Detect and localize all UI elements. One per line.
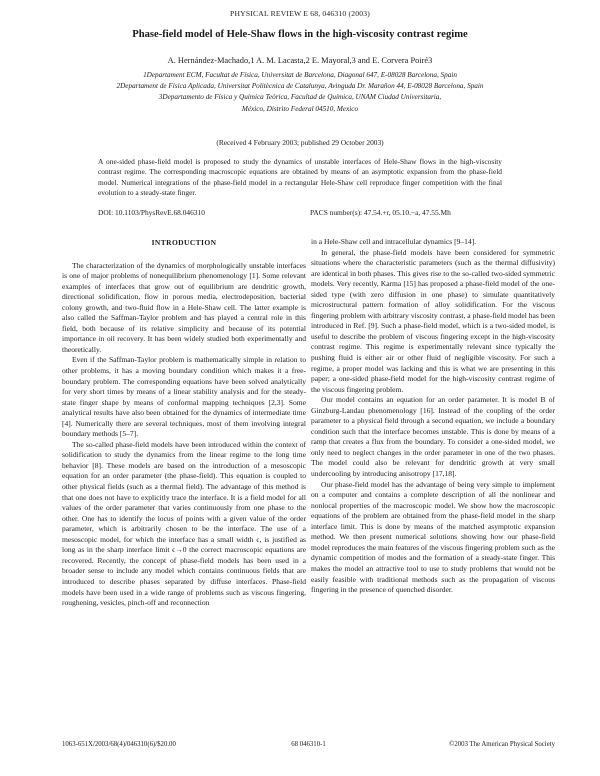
- paragraph: Our model contains an equation for an order parameter. It is model B of Ginzburg-Landau phenomenology [16]. Instead of the coupling of the order parameter to a physical field through a second equation, we include a boundary condition such that the interface becomes unstable. This is done by means of a ramp that creates a flux from the boundary. To consider a one-sided model, we only need to neglect changes in the order parameter in one of the two phases. The model could also be relevant for dendritic growth at very small undercooling by introducing anisotropy [17,18].: [311, 395, 555, 479]
- received-dates: (Received 4 February 2003; published 29 October 2003): [216, 138, 384, 147]
- paragraph: Even if the Saffman-Taylor problem is mathematically simple in relation to other problems, it has a moving boundary condition which makes it a free-boundary problem. The corresponding equations have been solved analytically for very short times by means of a linear stability analysis and for the steady-state finger shape by means of conformal mapping techniques [2,3]. Some analytical results have also been obtained for the dynamics of intermediate time [4]. Numerically there are several techniques, most of them involving integral boundary methods [5–7].: [62, 355, 306, 439]
- paper-title: Phase-field model of Hele-Shaw flows in the high-viscosity contrast regime: [132, 29, 468, 40]
- affiliation-line: México, Distrito Federal 04510, Mexico: [241, 104, 359, 113]
- journal-header: PHYSICAL REVIEW E 68, 046310 (2003): [230, 9, 370, 18]
- paragraph: Our phase-field model has the advantage of being very simple to implement on a computer and contains a complete description of all the nonlinear and nonlocal properties of the macroscopic model. We show how the macroscopic equations of the problem are obtained from the phase-field model in the sharp interface limit. This is done by means of the matched asymptotic expansion method. We then present numerical solutions showing how our phase-field model reproduces the main features of the viscous fingering problem such as the dynamic competition of modes and the formation of a steady-state finger. This makes the model an attractive tool to use to study problems that would not be easily feasible with traditional methods such as the propagation of viscous fingering in the presence of quenched disorder.: [311, 479, 555, 595]
- paragraph: In general, the phase-field models have been considered for symmetric situations where the characteristic parameters (such as the thermal diffusivity) are identical in both phases. This gives rise to the so-called two-sided symmetric models. Very recently, Karma [15] has proposed a phase-field model of the one-sided type (with zero diffusion in one phase) to simulate quantitatively microstructural pattern formation of alloy solidification. For the viscous fingering problem with arbitrary viscosity contrast, a phase-field model has been introduced in Ref. [9]. Such a phase-field model, which is a two-sided model, is useful to describe the problem of viscous fingering except in the high-viscosity contrast regime. This regime is experimentally relevant since typically the pushing fluid is either air or other fluid of negligible viscosity. For such a regime, a proper model was lacking and this is what we are presenting in this paper; a one-sided phase-field model for the high-viscosity contrast regime of the viscous fingering problem.: [311, 247, 555, 394]
- footer-issn: 1063-651X/2003/68(4)/046310(6)/$20.00: [62, 741, 176, 748]
- affiliation-line: 1Departament ECM, Facultat de Física, Universitat de Barcelona, Diagonal 647, E-08028 Barcelona, Spain: [143, 71, 457, 79]
- paragraph: The characterization of the dynamics of morphologically unstable interfaces is one of major problems of nonequilibrium phenomenology [1]. Some relevant examples of interfaces that grow out of equilibrium are dendritic growth, directional solidification, flow in porous media, electrodeposition, bacterial colony growth, and two-fluid flow in a Hele-Shaw cell. The latter example is also called the Saffman-Taylor problem and has played a central role in this field, both because of its relative simplicity and because of its potential importance in oil recovery. It has been widely studied both experimentally and theoretically.: [62, 260, 306, 354]
- section-heading: INTRODUCTION: [151, 238, 217, 247]
- paragraph: The so-called phase-field models have been introduced within the context of solidification to study the dynamics from the linear regime to the long time behavior [8]. These models are based on the introduction of a mesoscopic equation for an order parameter (the phase-field). This equation is coupled to other physical fields (such as a thermal field). The advantage of this method is that one does not have to explicitly trace the interface. It is a field model for all values of the order parameter that varies continuously from one phase to the other. One has to identify the locus of points with a given value of the order parameter, which is arbitrarily chosen to be the interface. The use of a mesoscopic model, for which the interface has a small width ϵ, is justified as long as in the sharp interface limit ϵ→0 the correct macroscopic equations are recovered. Recently, the concept of phase-field models has been used in a broader sense to include any model which contains continuous fields that are introduced to describe phases separated by diffuse interfaces. Phase-field models have been used in a wide range of problems such as viscous fingering, roughening, vesicles, pinch-off and reconnection: [62, 439, 306, 608]
- author-list: A. Hernández-Machado,1 A. M. Lacasta,2 E. Mayoral,3 and E. Corvera Poiré3: [167, 56, 433, 65]
- affiliation-list: [40, 70, 560, 115]
- footer-page-number: 68 046310-1: [291, 741, 326, 748]
- affiliation-line: 3Departamento de Física y Química Teórica, Facultad de Química, UNAM Ciudad Universitaria,: [158, 93, 442, 102]
- footer-copyright: ©2003 The American Physical Society: [449, 741, 555, 748]
- left-column: [62, 237, 306, 609]
- paragraph: in a Hele-Shaw cell and intracellular dynamics [9–14].: [311, 237, 477, 246]
- right-column: [311, 237, 555, 596]
- doi-link[interactable]: DOI: 10.1103/PhysRevE.68.046310: [98, 208, 205, 217]
- affiliation-line: 2Departament de Física Aplicada, Universitat Politècnica de Catalunya, Avinguda Dr. Marañon 44, E-08028 Barcelona, Spain: [116, 82, 484, 91]
- abstract: A one-sided phase-field model is proposed to study the dynamics of unstable interfaces of Hele-Shaw flows in the high-viscosity contrast regime. The corresponding macroscopic equations are obtained by means of an asymptotic expansion from the phase-field model. Numerical integrations of the phase-field model in a rectangular Hele-Shaw cell reproduce finger competition with the final evolution to a steady-state finger.: [98, 157, 502, 197]
- pacs-numbers: PACS number(s): 47.54.+r, 05.10.−a, 47.55.Mh: [310, 208, 451, 217]
